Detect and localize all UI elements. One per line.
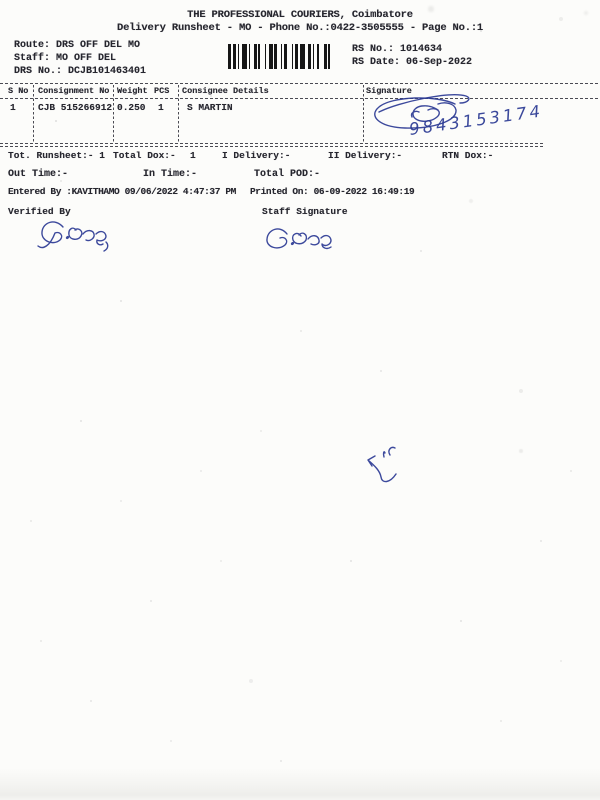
signature-inner-loops <box>412 106 440 121</box>
cell-pcs: 1 <box>158 102 164 113</box>
col-header-weight: Weight <box>117 85 148 96</box>
printed-on: Printed On: 06-09-2022 16:49:19 <box>250 186 415 197</box>
column-rule-4 <box>363 85 364 143</box>
runsheet-barcode <box>228 44 336 69</box>
total-dox-value: 1 <box>190 150 196 161</box>
table-header-rule <box>0 98 598 99</box>
verified-by-signature <box>38 222 108 251</box>
company-title: THE PROFESSIONAL COURIERS, Coimbatore <box>187 9 413 21</box>
drs-no-line <box>14 66 146 77</box>
col-header-signature: Signature <box>366 85 412 96</box>
col-header-sno: S No <box>8 85 29 96</box>
rs-date-value: 06-Sep-2022 <box>406 57 473 68</box>
table-top-rule <box>0 83 598 84</box>
total-dox-label: Total Dox:- <box>113 150 176 161</box>
staff-label: Staff: <box>14 52 51 64</box>
column-rule-1 <box>33 85 34 143</box>
rs-no-line <box>352 44 442 55</box>
barcode-gap <box>330 44 333 69</box>
ii-delivery: II Delivery:- <box>328 150 403 161</box>
scan-wear-band <box>0 768 600 800</box>
drs-no-value: DCJB101463401 <box>68 65 147 77</box>
staff-signature <box>267 229 331 248</box>
verified-by-label: Verified By <box>8 206 71 217</box>
route-value: DRS OFF DEL MO <box>56 40 141 51</box>
stray-pen-mark <box>368 447 396 481</box>
col-header-pcs: PCS <box>154 85 170 96</box>
rs-date-label: RS Date: <box>352 57 401 68</box>
cell-consignment: CJB 515266912 <box>38 102 113 113</box>
cell-weight: 0.250 <box>117 102 146 113</box>
entered-by: Entered By :KAVITHAMO 09/06/2022 4:47:37 PM <box>8 186 236 197</box>
staff-signature-label: Staff Signature <box>262 206 348 217</box>
column-rule-3 <box>178 85 179 143</box>
out-time: Out Time:- <box>8 169 69 180</box>
i-delivery: I Delivery:- <box>222 150 291 161</box>
col-header-consignment: Consignment No <box>38 85 110 96</box>
rs-no-label: RS No.: <box>352 44 395 55</box>
cell-sno: 1 <box>10 102 16 113</box>
route-line <box>14 40 140 51</box>
drs-no-label: DRS No.: <box>14 65 63 77</box>
staff-value: MO OFF DEL <box>56 52 117 64</box>
col-header-consignee: Consignee Details <box>182 85 269 96</box>
total-runsheet: Tot. Runsheet:- 1 <box>8 150 105 161</box>
rs-date-line <box>352 57 472 68</box>
consignee-signature-scribble <box>375 95 544 139</box>
handwritten-phone-number: 9843153174 <box>407 101 545 139</box>
total-pod: Total POD:- <box>254 169 321 180</box>
signature-oval-stroke <box>375 98 456 128</box>
rs-no-value: 1014634 <box>400 44 443 55</box>
table-bottom-rule <box>0 143 543 148</box>
staff-line <box>14 53 116 64</box>
route-label: Route: <box>14 40 51 51</box>
rtn-dox: RTN Dox:- <box>442 150 494 161</box>
in-time: In Time:- <box>143 169 198 180</box>
cell-consignee: S MARTIN <box>187 102 233 113</box>
column-rule-2 <box>113 85 114 143</box>
runsheet-subtitle: Delivery Runsheet - MO - Phone No.:0422-3505555 - Page No.:1 <box>116 22 484 34</box>
